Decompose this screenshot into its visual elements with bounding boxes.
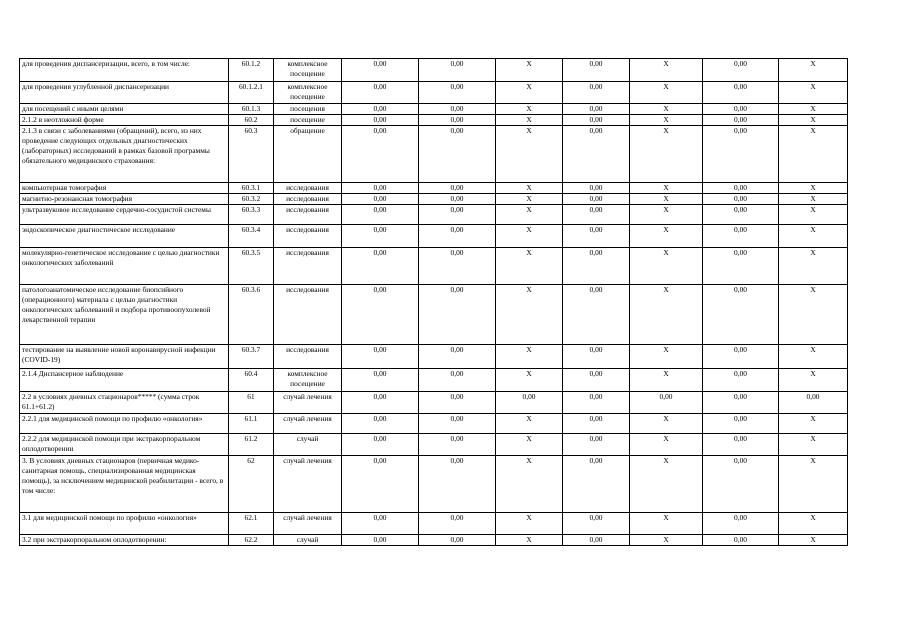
value-cell-5: X (630, 59, 703, 82)
row-name-cell: 3. В условиях дневных стационаров (первичная медико-санитарная помощь, специализированная медицинская помощь), за исключением медицинской реабилитации - всего, в том числе: (20, 456, 229, 513)
value-cell-7: X (779, 456, 848, 513)
value-cell-7: X (779, 59, 848, 82)
row-name-cell: для посещений с иными целями (20, 104, 229, 115)
value-cell-5: X (630, 414, 703, 434)
value-cell-3: X (496, 513, 563, 535)
value-cell-3: X (496, 345, 563, 369)
value-cell-2: 0,00 (419, 345, 496, 369)
value-cell-2: 0,00 (419, 194, 496, 205)
row-code-cell: 60.3.1 (229, 183, 274, 194)
value-cell-7: X (779, 248, 848, 285)
unit-cell: исследования (274, 225, 342, 248)
value-cell-6: 0,00 (703, 104, 779, 115)
value-cell-5: X (630, 104, 703, 115)
value-cell-6: 0,00 (703, 434, 779, 456)
value-cell-3: X (496, 535, 563, 546)
value-cell-1: 0,00 (342, 513, 419, 535)
table-row (20, 183, 848, 194)
table-sheet (19, 58, 848, 546)
value-cell-5: X (630, 126, 703, 183)
value-cell-5: X (630, 225, 703, 248)
value-cell-7: X (779, 369, 848, 392)
value-cell-6: 0,00 (703, 59, 779, 82)
row-code-cell: 62 (229, 456, 274, 513)
value-cell-2: 0,00 (419, 513, 496, 535)
row-name-cell: тестирование на выявление новой коронавирусной инфекции (COVID-19) (20, 345, 229, 369)
value-cell-5: X (630, 535, 703, 546)
value-cell-2: 0,00 (419, 456, 496, 513)
value-cell-7: X (779, 285, 848, 345)
row-code-cell: 61.1 (229, 414, 274, 434)
value-cell-2: 0,00 (419, 248, 496, 285)
row-name-cell: патологоанатомическое исследование биопсийного (операционного) материала с целью диагностики онкологических заболеваний и подбора противоопухолевой лекарственной терапии (20, 285, 229, 345)
table-row (20, 205, 848, 225)
value-cell-4: 0,00 (563, 183, 630, 194)
table-row (20, 456, 848, 513)
table-row (20, 82, 848, 104)
value-cell-3: X (496, 456, 563, 513)
row-code-cell: 60.2 (229, 115, 274, 126)
value-cell-4: 0,00 (563, 414, 630, 434)
value-cell-7: X (779, 513, 848, 535)
value-cell-6: 0,00 (703, 535, 779, 546)
value-cell-1: 0,00 (342, 205, 419, 225)
value-cell-6: 0,00 (703, 456, 779, 513)
table-row (20, 59, 848, 82)
value-cell-6: 0,00 (703, 285, 779, 345)
value-cell-4: 0,00 (563, 513, 630, 535)
row-name-cell: эндоскопическое диагностическое исследование (20, 225, 229, 248)
row-code-cell: 60.3.2 (229, 194, 274, 205)
row-code-cell: 60.3.7 (229, 345, 274, 369)
value-cell-4: 0,00 (563, 248, 630, 285)
table-body (20, 59, 848, 546)
value-cell-3: X (496, 285, 563, 345)
value-cell-7: X (779, 205, 848, 225)
value-cell-3: X (496, 183, 563, 194)
unit-cell: комплексное посещение (274, 369, 342, 392)
table-row (20, 414, 848, 434)
value-cell-7: 0,00 (779, 392, 848, 414)
value-cell-1: 0,00 (342, 194, 419, 205)
row-code-cell: 60.3.5 (229, 248, 274, 285)
value-cell-2: 0,00 (419, 434, 496, 456)
table-row (20, 115, 848, 126)
table-row (20, 225, 848, 248)
row-name-cell: 2.1.3 в связи с заболеваниями (обращений), всего, из них проведение следующих отдельных диагностических (лабораторных) исследований в рамках базовой программы обязательного медицинского страхования: (20, 126, 229, 183)
value-cell-7: X (779, 194, 848, 205)
unit-cell: посещения (274, 104, 342, 115)
value-cell-4: 0,00 (563, 345, 630, 369)
table-row (20, 513, 848, 535)
row-code-cell: 60.1.2 (229, 59, 274, 82)
row-code-cell: 60.3 (229, 126, 274, 183)
table-row (20, 345, 848, 369)
value-cell-3: X (496, 82, 563, 104)
value-cell-6: 0,00 (703, 513, 779, 535)
value-cell-1: 0,00 (342, 392, 419, 414)
value-cell-5: X (630, 513, 703, 535)
value-cell-3: X (496, 115, 563, 126)
value-cell-6: 0,00 (703, 345, 779, 369)
value-cell-1: 0,00 (342, 115, 419, 126)
row-code-cell: 60.3.4 (229, 225, 274, 248)
row-code-cell: 61.2 (229, 434, 274, 456)
table-row (20, 369, 848, 392)
row-name-cell: 3.1 для медицинской помощи по профилю «онкология» (20, 513, 229, 535)
value-cell-7: X (779, 535, 848, 546)
table-row (20, 248, 848, 285)
value-cell-3: X (496, 369, 563, 392)
value-cell-7: X (779, 183, 848, 194)
value-cell-7: X (779, 345, 848, 369)
value-cell-2: 0,00 (419, 115, 496, 126)
row-code-cell: 62.2 (229, 535, 274, 546)
value-cell-1: 0,00 (342, 456, 419, 513)
row-code-cell: 60.3.3 (229, 205, 274, 225)
value-cell-7: X (779, 434, 848, 456)
unit-cell: исследования (274, 345, 342, 369)
value-cell-1: 0,00 (342, 434, 419, 456)
value-cell-2: 0,00 (419, 392, 496, 414)
table-row (20, 104, 848, 115)
value-cell-2: 0,00 (419, 535, 496, 546)
value-cell-6: 0,00 (703, 225, 779, 248)
value-cell-6: 0,00 (703, 115, 779, 126)
value-cell-4: 0,00 (563, 126, 630, 183)
value-cell-4: 0,00 (563, 434, 630, 456)
value-cell-4: 0,00 (563, 225, 630, 248)
row-name-cell: для проведения диспансеризации, всего, в том числе: (20, 59, 229, 82)
value-cell-1: 0,00 (342, 369, 419, 392)
value-cell-2: 0,00 (419, 126, 496, 183)
value-cell-3: X (496, 248, 563, 285)
value-cell-3: X (496, 225, 563, 248)
unit-cell: комплексное посещение (274, 59, 342, 82)
row-name-cell: для проведения углубленной диспансеризации (20, 82, 229, 104)
row-name-cell: 2.1.4 Диспансерное наблюдение (20, 369, 229, 392)
value-cell-3: 0,00 (496, 392, 563, 414)
table-row (20, 535, 848, 546)
value-cell-5: 0,00 (630, 392, 703, 414)
row-name-cell: 2.1.2 в неотложной форме (20, 115, 229, 126)
value-cell-6: 0,00 (703, 414, 779, 434)
row-code-cell: 60.1.2.1 (229, 82, 274, 104)
value-cell-5: X (630, 456, 703, 513)
row-code-cell: 62.1 (229, 513, 274, 535)
value-cell-4: 0,00 (563, 59, 630, 82)
unit-cell: комплексное посещение (274, 82, 342, 104)
unit-cell: исследования (274, 248, 342, 285)
unit-cell: посещение (274, 115, 342, 126)
row-name-cell: молекулярно-генетическое исследование с целью диагностики онкологических заболеваний (20, 248, 229, 285)
value-cell-6: 0,00 (703, 392, 779, 414)
unit-cell: случай (274, 535, 342, 546)
value-cell-3: X (496, 205, 563, 225)
value-cell-1: 0,00 (342, 414, 419, 434)
value-cell-3: X (496, 434, 563, 456)
value-cell-6: 0,00 (703, 126, 779, 183)
table-row (20, 392, 848, 414)
value-cell-2: 0,00 (419, 59, 496, 82)
value-cell-4: 0,00 (563, 115, 630, 126)
row-name-cell: магнитно-резонансная томография (20, 194, 229, 205)
value-cell-2: 0,00 (419, 414, 496, 434)
table-row (20, 194, 848, 205)
table-row (20, 285, 848, 345)
indicators-table (19, 58, 848, 546)
value-cell-6: 0,00 (703, 183, 779, 194)
value-cell-3: X (496, 414, 563, 434)
value-cell-5: X (630, 345, 703, 369)
unit-cell: случай лечения (274, 414, 342, 434)
value-cell-5: X (630, 434, 703, 456)
value-cell-7: X (779, 126, 848, 183)
value-cell-1: 0,00 (342, 285, 419, 345)
value-cell-4: 0,00 (563, 82, 630, 104)
value-cell-3: X (496, 104, 563, 115)
value-cell-6: 0,00 (703, 194, 779, 205)
value-cell-1: 0,00 (342, 82, 419, 104)
value-cell-1: 0,00 (342, 535, 419, 546)
value-cell-2: 0,00 (419, 205, 496, 225)
row-name-cell: 2.2 в условиях дневных стационаров***** (сумма строк 61.1+61.2) (20, 392, 229, 414)
table-row (20, 126, 848, 183)
value-cell-3: X (496, 59, 563, 82)
value-cell-4: 0,00 (563, 392, 630, 414)
row-name-cell: 2.2.1 для медицинской помощи по профилю «онкология» (20, 414, 229, 434)
value-cell-1: 0,00 (342, 225, 419, 248)
row-code-cell: 60.3.6 (229, 285, 274, 345)
value-cell-6: 0,00 (703, 369, 779, 392)
row-name-cell: 2.2.2 для медицинской помощи при экстракорпоральном оплодотворении (20, 434, 229, 456)
value-cell-2: 0,00 (419, 369, 496, 392)
value-cell-5: X (630, 285, 703, 345)
unit-cell: исследования (274, 183, 342, 194)
value-cell-4: 0,00 (563, 456, 630, 513)
value-cell-4: 0,00 (563, 104, 630, 115)
row-code-cell: 60.1.3 (229, 104, 274, 115)
value-cell-1: 0,00 (342, 345, 419, 369)
value-cell-1: 0,00 (342, 126, 419, 183)
row-code-cell: 60.4 (229, 369, 274, 392)
unit-cell: исследования (274, 194, 342, 205)
value-cell-2: 0,00 (419, 104, 496, 115)
value-cell-4: 0,00 (563, 285, 630, 345)
unit-cell: случай лечения (274, 392, 342, 414)
row-name-cell: ультразвуковое исследование сердечно-сосудистой системы (20, 205, 229, 225)
value-cell-4: 0,00 (563, 535, 630, 546)
value-cell-7: X (779, 414, 848, 434)
value-cell-3: X (496, 126, 563, 183)
value-cell-3: X (496, 194, 563, 205)
value-cell-6: 0,00 (703, 82, 779, 104)
value-cell-5: X (630, 115, 703, 126)
value-cell-7: X (779, 82, 848, 104)
row-name-cell: компьютерная томография (20, 183, 229, 194)
value-cell-2: 0,00 (419, 183, 496, 194)
row-code-cell: 61 (229, 392, 274, 414)
unit-cell: обращение (274, 126, 342, 183)
value-cell-4: 0,00 (563, 369, 630, 392)
value-cell-6: 0,00 (703, 248, 779, 285)
unit-cell: исследования (274, 285, 342, 345)
value-cell-6: 0,00 (703, 205, 779, 225)
unit-cell: случай лечения (274, 513, 342, 535)
value-cell-5: X (630, 82, 703, 104)
table-row (20, 434, 848, 456)
value-cell-2: 0,00 (419, 225, 496, 248)
value-cell-1: 0,00 (342, 59, 419, 82)
value-cell-7: X (779, 115, 848, 126)
value-cell-5: X (630, 183, 703, 194)
value-cell-7: X (779, 104, 848, 115)
value-cell-1: 0,00 (342, 248, 419, 285)
value-cell-7: X (779, 225, 848, 248)
value-cell-5: X (630, 205, 703, 225)
value-cell-1: 0,00 (342, 104, 419, 115)
value-cell-5: X (630, 369, 703, 392)
value-cell-1: 0,00 (342, 183, 419, 194)
unit-cell: исследования (274, 205, 342, 225)
value-cell-2: 0,00 (419, 285, 496, 345)
unit-cell: случай (274, 434, 342, 456)
value-cell-5: X (630, 248, 703, 285)
row-name-cell: 3.2 при экстракорпоральном оплодотворении: (20, 535, 229, 546)
unit-cell: случай лечения (274, 456, 342, 513)
value-cell-4: 0,00 (563, 194, 630, 205)
value-cell-4: 0,00 (563, 205, 630, 225)
value-cell-5: X (630, 194, 703, 205)
value-cell-2: 0,00 (419, 82, 496, 104)
